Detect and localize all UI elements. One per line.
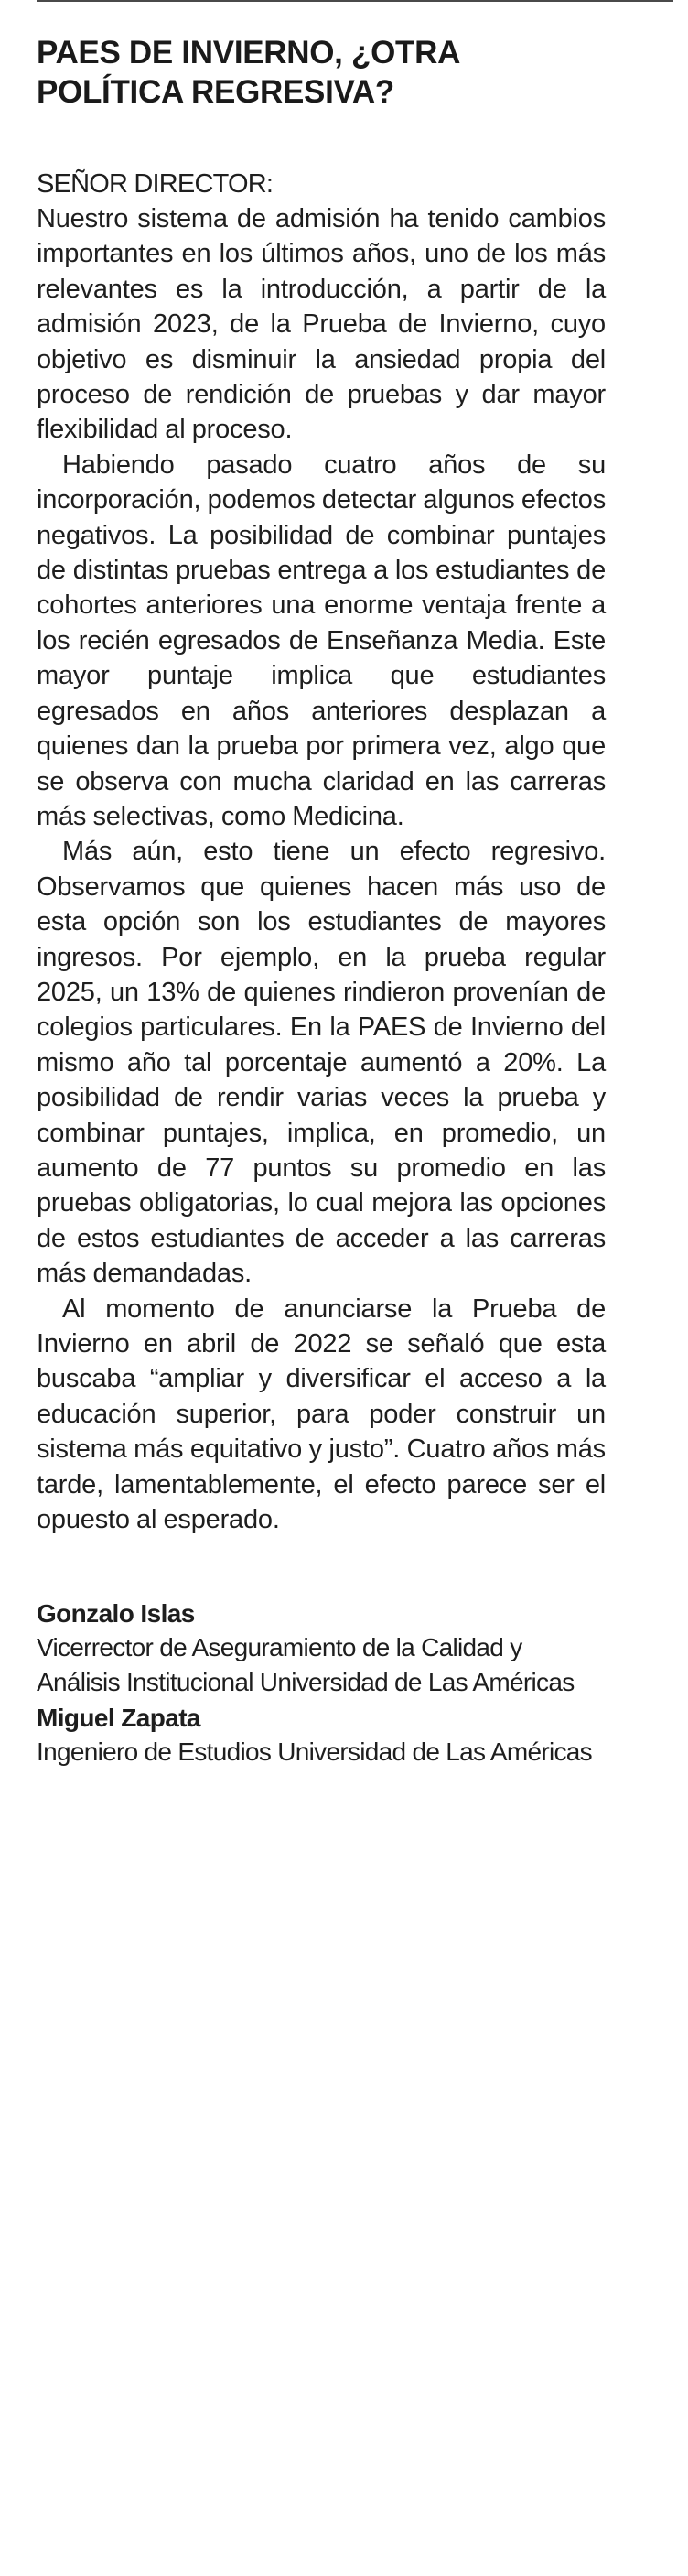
salutation: SEÑOR DIRECTOR: [37, 169, 274, 199]
body-paragraph: Habiendo pasado cuatro años de su incorporación, podemos detectar algunos efectos negativos. La posibilidad de combinar puntajes de distintas pruebas entrega a los estudiantes de cohortes anteriores una enorme ventaja frente a los recién egresados de Enseñanza Media. Este mayor puntaje implica que estudiantes egresados en años anteriores desplazan a quienes dan la prueba por primera vez, algo que se observa con mucha claridad en las carreras más selectivas, como Medicina. [37, 449, 606, 831]
letter-body [37, 201, 606, 1537]
author-name: Miguel Zapata [37, 1704, 200, 1733]
signature-block [37, 1597, 606, 1770]
body-paragraph: Al momento de anunciarse la Prueba de Invierno en abril de 2022 se señaló que esta buscaba “ampliar y diversificar el acceso a la educación superior, para poder construir un sistema más equitativo y justo”. Cuatro años más tarde, lamentablemente, el efecto parece ser el opuesto al esperado. [37, 1293, 606, 1535]
letter-article [37, 33, 606, 1771]
body-paragraph: Nuestro sistema de admisión ha tenido cambios importantes en los últimos años, uno de los más relevantes es la introducción, a partir de la admisión 2023, de la Prueba de Invierno, cuyo objetivo es disminuir la ansiedad propia del proceso de rendición de pruebas y dar mayor flexibilidad al proceso. [37, 204, 606, 445]
top-rule [37, 0, 673, 2]
author-title: Vicerrector de Aseguramiento de la Calidad y Análisis Institucional Universidad de Las Américas [37, 1633, 575, 1697]
body-paragraph: Más aún, esto tiene un efecto regresivo. Observamos que quienes hacen más uso de esta opción son los estudiantes de mayores ingresos. Por ejemplo, en la prueba regular 2025, un 13% de quienes rindieron provenían de colegios particulares. En la PAES de Invierno del mismo año tal porcentaje aumentó a 20%. La posibilidad de rendir varias veces la prueba y combinar puntajes, implica, en promedio, un aumento de 77 puntos su promedio en las pruebas obligatorias, lo cual mejora las opciones de estos estudiantes de acceder a las carreras más demandadas. [37, 837, 606, 1289]
letter-headline: PAES DE INVIERNO, ¿OTRA POLÍTICA REGRESIVA? [37, 35, 459, 110]
author-title: Ingeniero de Estudios Universidad de Las Américas [37, 1737, 592, 1767]
author-name: Gonzalo Islas [37, 1599, 195, 1629]
